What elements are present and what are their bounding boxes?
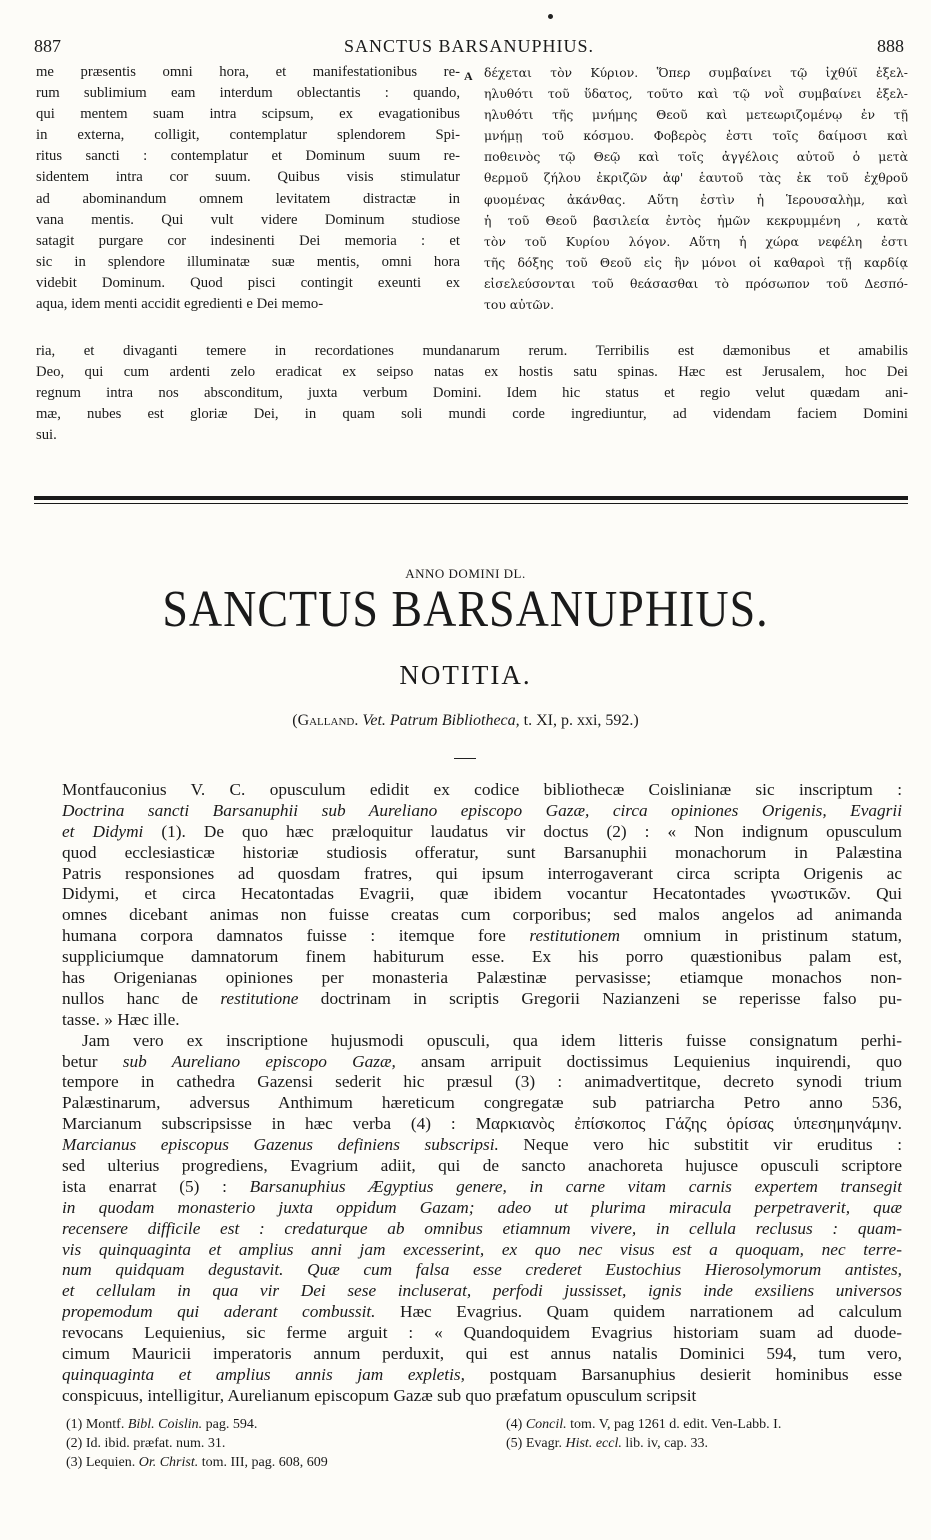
body-line-segment: (1). De quo hæc præloquitur laudatus vir doctus (2) : « Non indignum opusculum: [143, 821, 902, 841]
body-line-segment: tasse. » Hæc ille.: [62, 1009, 180, 1029]
body-line-segment: Palæstinarum, adversus Anthimum hæreticum congregatæ sub patriarcha Petro anno 536,: [62, 1093, 902, 1113]
body-line: [62, 1260, 902, 1281]
latin-line: qui mentem suam intra scipsum, ex evagationibus: [36, 106, 460, 123]
greek-line: ἡ τοῦ Θεοῦ βασιλεία ἐντὸς ἡμῶν κεκρυμμένη , κατὰ: [484, 212, 908, 228]
body-line: [62, 1344, 902, 1365]
running-header: [34, 36, 904, 58]
body-line: [62, 780, 902, 801]
body-line: [62, 822, 902, 843]
body-line: [62, 864, 902, 885]
footnote-segment: pag. 594.: [202, 1417, 258, 1432]
latin-full-line: Deo, qui cum ardenti zelo eradicat ex seipso natas ex hostis satu spinas. Hæc est Jerusalem, hoc Dei: [36, 364, 908, 381]
footnote: [506, 1434, 906, 1453]
source-work: Vet. Patrum Bibliotheca,: [362, 712, 520, 729]
body-line-segment: sub Aureliano episcopo Gazæ,: [122, 1051, 396, 1071]
body-line-segment: in quodam monasterio juxta oppidum Gazam; adeo ut plurima miracula perpetraverit, quæ: [62, 1197, 902, 1217]
body-line: [62, 1302, 902, 1323]
body-line-segment: vis quinquaginta et amplius anni jam excesserint, ex quo nec visus est a quoquam, nec terre-: [62, 1239, 902, 1259]
greek-line: φυομένας ἀκάνθας. Αὕτη ἐστὶν ἡ Ἱερουσαλὴμ, καὶ: [484, 191, 908, 207]
greek-line: ηλυθότι τοῦ ὕδατος, τοῦτο καὶ τῷ νοῒ συμβαίνει ἐξελ-: [484, 86, 908, 102]
body-line-segment: propemodum qui aderant combussit.: [62, 1302, 376, 1322]
body-line: [62, 1072, 902, 1093]
body-line-segment: has Origenianas opiniones per monasteria Palæstinæ pervasisse; etiamque monachos non-: [62, 968, 902, 988]
body-line-segment: humana corpora damnatos fuisse : itemque fore: [62, 926, 530, 946]
body-line-segment: Didymi, et circa Hecatontadas Evagrii, quæ ibidem vocantur Hecatontades γνωστικῶν. Qui: [62, 884, 902, 904]
body-line: [62, 1365, 902, 1386]
running-title: SANCTUS BARSANUPHIUS.: [343, 36, 595, 56]
body-line-segment: quinquaginta et amplius annis jam expletis,: [62, 1364, 465, 1384]
body-line-segment: Jam vero ex inscriptione hujusmodi opusculi, qua idem litteris fuisse consignatum perhi-: [82, 1030, 902, 1050]
footnote: [506, 1415, 906, 1434]
column-marker: A: [464, 69, 473, 83]
latin-column: [36, 62, 460, 315]
footnote-segment: tom. III, pag. 608, 609: [198, 1455, 328, 1470]
latin-line: aqua, idem menti accidit egredienti e Dei memo-: [36, 296, 324, 313]
body-line: [62, 1010, 902, 1031]
body-line: [62, 905, 902, 926]
body-line: [62, 1052, 902, 1073]
body-line-segment: recensere difficile est : credaturque ab omnibus etiamnum vivere, in cellula reclusus : quam-: [62, 1218, 902, 1238]
footnote-segment: Bibl. Coislin.: [127, 1417, 203, 1432]
page-number-right: 888: [877, 36, 904, 56]
body-line-segment: Barsanuphius Ægyptius genere, in carne vitam carnis expertem transegit: [249, 1176, 902, 1196]
body-line-segment: Marcianum subscripsisse in hæc verba (4) : Μαρκιανὸς ἐπίσκοπος Γάζης ὁρίσας ὑπεσημηνάμην.: [62, 1114, 902, 1134]
body-line: [62, 1114, 902, 1135]
source-author: Galland.: [297, 712, 359, 729]
footnote: [66, 1415, 486, 1434]
source-citation: [0, 712, 931, 730]
body-line-segment: restitutionem: [529, 926, 620, 946]
latin-line: vana mentis. Qui vult videre Dominum studiose: [36, 211, 460, 228]
body-line: [62, 1240, 902, 1261]
body-line: [62, 1135, 902, 1156]
latin-line: videbit Dominum. Quod pisci contingit exeunti ex: [36, 274, 460, 291]
footnote-segment: Concil.: [525, 1417, 567, 1432]
body-line-segment: ansam arripuit doctissimus Lequienius inquirendi, quo: [395, 1051, 902, 1071]
body-line: [62, 1177, 902, 1198]
greek-line: δέχεται τὸν Κύριον. Ὅπερ συμβαίνει τῷ ἰχθύϊ ἐξελ-: [484, 65, 908, 80]
footnote-segment: lib. iv, cap. 33.: [621, 1436, 709, 1451]
greek-line: θερμοῦ ζήλου ἐκριζῶν ἀφ' ἑαυτοῦ τὰς ἐκ τοῦ ἐχθροῦ: [484, 170, 908, 186]
body-line-segment: tempore in cathedra Gazensi sederit hic præsul (3) : animadvertitque, decreto synodi trium: [62, 1072, 902, 1092]
footnote-segment: Or. Christ.: [138, 1455, 199, 1470]
body-line-segment: et Didymi: [62, 821, 144, 841]
body-line-segment: Patris responsiones ad quosdam fratres, qui ipsum interrogaverant circa scripta Origenis ac: [62, 863, 902, 883]
section-title: SANCTUS BARSANUPHIUS.: [162, 579, 769, 638]
body-line: [62, 843, 902, 864]
latin-full-line: ria, et divaganti temere in recordationes mundanarum rerum. Terribilis est dæmonibus et amabilis: [36, 343, 908, 359]
footnote-segment: tom. V, pag 1261 d. edit. Ven-Labb. I.: [566, 1417, 782, 1432]
greek-line: ποθεινὸς τῷ Θεῷ καὶ τοῖς ἀγγέλοις αὐτοῦ ὁ μετὰ: [484, 149, 908, 165]
latin-line: rum sublimium eam interdum oblectantis : quando,: [36, 85, 460, 102]
greek-line: του αὐτῶν.: [484, 297, 555, 313]
greek-line: μνήμῃ τοῦ κόσμου. Φοβερὸς ἐστι τοῖς δαίμοσι καὶ: [484, 128, 908, 144]
footnote-segment: (4): [506, 1417, 526, 1432]
greek-line: ηλυθότι τῆς μνήμης Θεοῦ καὶ μετεωριζομένῳ ἐν τῇ: [484, 107, 908, 123]
section-date: ANNO DOMINI DL.: [405, 566, 526, 581]
greek-line: εἰσελεύσονται τοῦ θεάσασθαι τὸ πρόσωπον τοῦ Δεσπό-: [484, 275, 908, 291]
footnotes-right: [506, 1415, 906, 1453]
body-line-segment: Hæc Evagrius. Quam quidem narrationem ad calculum: [375, 1302, 902, 1322]
footnotes-left: [66, 1415, 486, 1472]
body-line-segment: et cellulam in qua vir Dei sese incluserat, perfodi jussisset, ignis inde exsiliens universos: [62, 1281, 902, 1301]
print-dot: [548, 14, 553, 19]
body-line-segment: betur: [62, 1051, 123, 1071]
latin-full-line: mæ, nubes est gloriæ Dei, in quam soli mundi corde ingrediuntur, ad videndam faciem Domini: [36, 406, 908, 423]
body-line-segment: revocans Lequienius, sic ferme arguit : « Quandoquidem Evagrius historiam suam ad duode-: [62, 1323, 902, 1343]
body-line-segment: Marcianus episcopus Gazenus definiens subscripsi.: [62, 1135, 499, 1155]
greek-column: [484, 62, 908, 315]
body-line-segment: cimum Mauricii imperatoris annum perduxit, qui est annus natalis Dominici 594, tum vero,: [62, 1344, 902, 1364]
latin-line: sic in splendore illuminatæ suæ mentis, omni hora: [36, 253, 460, 270]
body-line: [62, 947, 902, 968]
body-line-segment: suppliciumque damnatorum finem habiturum esse. Ex his porro quæstionibus palam est,: [62, 947, 902, 967]
body-line: [62, 1156, 902, 1177]
body-line: [62, 989, 902, 1010]
body-line: [62, 1031, 902, 1052]
body-line-segment: nullos hanc de: [62, 988, 221, 1008]
latin-full-width-text: [36, 341, 908, 446]
footnote: [66, 1453, 486, 1472]
body-line: [62, 1386, 902, 1407]
body-line-segment: restitutione: [220, 988, 299, 1008]
greek-line: τὸν τοῦ Κυρίου λόγον. Αὕτη ἡ χώρα νεφέλη ἐστι: [484, 233, 908, 249]
page-number-left: 887: [34, 36, 61, 56]
body-line-segment: Doctrina sancti Barsanuphii sub Aureliano episcopo Gazæ, circa opiniones Origenis, Evagrii: [62, 800, 902, 820]
footnote-segment: (5) Evagr.: [506, 1436, 566, 1451]
body-line: [62, 1281, 902, 1302]
notitia-body: [62, 780, 902, 1407]
latin-line: ad abominandum omnem levitatem distractæ in: [36, 190, 460, 207]
body-line: [62, 968, 902, 989]
body-line-segment: Montfauconius V. C. opusculum edidit ex codice bibliothecæ Coislinianæ sic inscriptum :: [62, 780, 902, 799]
greek-line: τῆς δόξης τοῦ Θεοῦ εἰς ἣν μόνοι οἱ καθαροὶ τῇ καρδίᾳ: [484, 254, 908, 270]
body-line: [62, 801, 902, 822]
section-rule-thin: [34, 503, 908, 504]
body-line: [62, 884, 902, 905]
body-line-segment: num quidquam degustavit. Quæ cum falsa esse crederet Eustochius Hierosolymorum antistes,: [62, 1260, 902, 1280]
body-line-segment: ista enarrat (5) :: [62, 1176, 250, 1196]
body-line: [62, 1198, 902, 1219]
source-volume: t. XI, p. xxi, 592.): [523, 712, 639, 729]
latin-line: sidentem intra cor suum. Quibus visis stimulatur: [36, 169, 460, 186]
footnote-segment: (1) Montf.: [66, 1417, 128, 1432]
footnote: [66, 1434, 486, 1453]
source-open: (: [292, 712, 298, 729]
body-line-segment: postquam Barsanuphius desierit hominibus esse: [464, 1364, 902, 1384]
body-line-segment: Neque vero hic substitit vir eruditus :: [498, 1135, 902, 1155]
body-line-segment: omnium in pristinum statum,: [619, 926, 902, 946]
body-line-segment: omnes dicebant animas non fuisse creatas cum corporibus; sed malos angelos ad animanda: [62, 905, 902, 925]
body-line: [62, 1093, 902, 1114]
body-line-segment: conspicuus, intelligitur, Aurelianum episcopum Gazæ sub quo præfatum opusculum scripsit: [62, 1385, 697, 1405]
latin-line: ritus sancti : contemplatur et Dominum suum re-: [36, 148, 460, 165]
body-line-segment: quod ecclesiasticæ historiæ studiosis offeratur, sunt Barsanuphii monachorum in Palæstina: [62, 842, 902, 862]
short-rule: [454, 758, 476, 759]
body-line-segment: sed ulterius progrediens, Evagrium adiit, qui de sancto anachoreta hujusce opusculi scriptore: [62, 1156, 902, 1176]
footnote-segment: Hist. eccl.: [565, 1436, 622, 1451]
latin-line: in externa, colligit, contemplatur splendorem Spi-: [36, 127, 460, 144]
latin-full-line: regnum intra nos absconditum, juxta verbum Domini. Idem hic status et regio velut quædam ani-: [36, 385, 908, 402]
body-line-segment: doctrinam in scriptis Gregorii Nazianzeni se reperisse falso pu-: [298, 988, 902, 1008]
footnote-segment: (3) Lequien.: [66, 1455, 139, 1470]
body-line: [62, 1323, 902, 1344]
latin-full-line: sui.: [36, 427, 57, 444]
section-subtitle: NOTITIA.: [399, 660, 532, 690]
latin-line: satagit purgare cor indesinenti Dei memoria : et: [36, 232, 460, 249]
footnote-segment: (2) Id. ibid. præfat. num. 31.: [66, 1436, 226, 1451]
section-rule-thick: [34, 496, 908, 500]
body-line: [62, 926, 902, 947]
body-line: [62, 1219, 902, 1240]
latin-line: me præsentis omni hora, et manifestationibus re-: [36, 64, 460, 80]
